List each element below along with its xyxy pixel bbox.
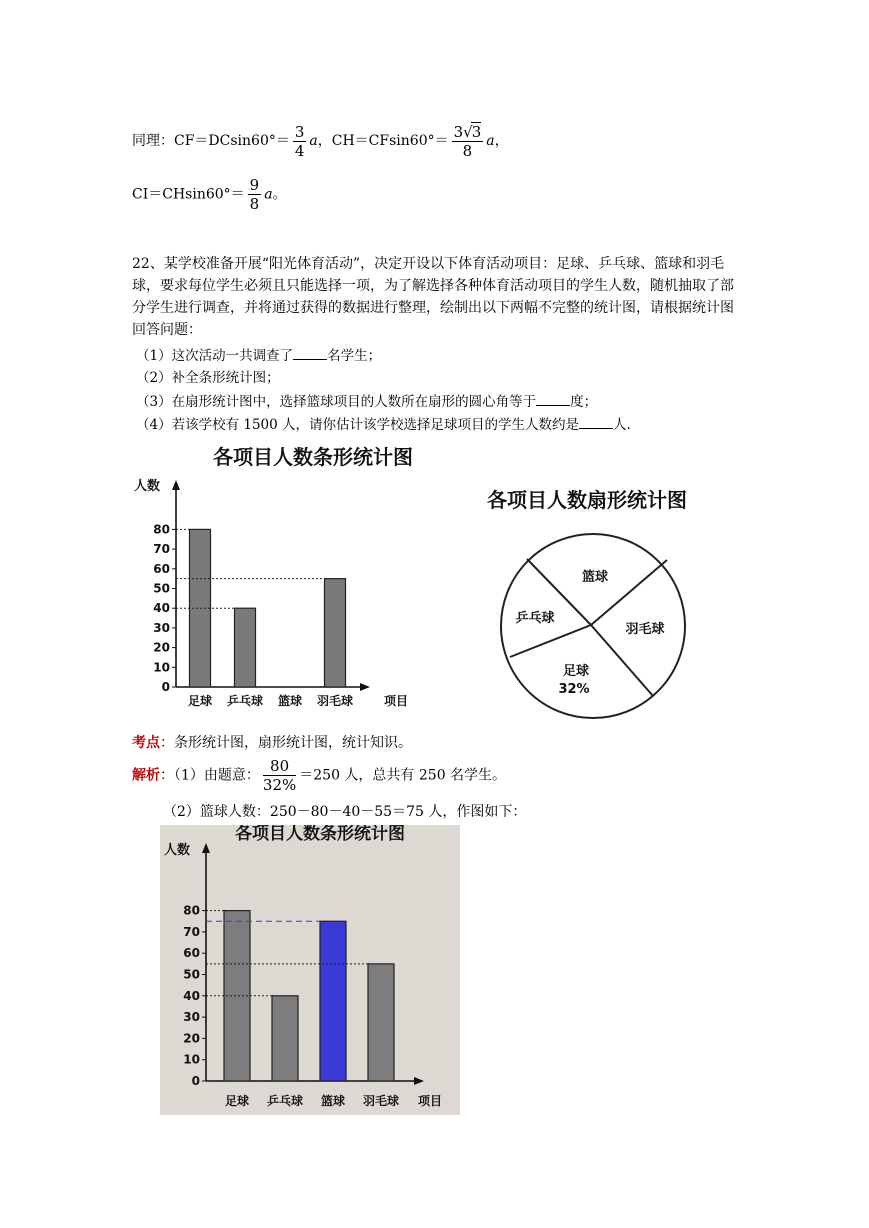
fraction-numerator: 3 <box>294 122 305 141</box>
y-tick-label: 40 <box>153 601 170 616</box>
answer-blank <box>579 414 613 429</box>
y-tick-label: 20 <box>153 640 170 655</box>
x-tick-label: 乒乓球 <box>226 694 264 708</box>
answer-blank <box>536 391 570 406</box>
y-tick-label: 80 <box>153 522 170 537</box>
x-axis-arrow <box>360 683 370 691</box>
slice-label: 羽毛球 <box>625 622 665 637</box>
question-text: （4）若该学校有 1500 人，请你估计该学校选择足球项目的学生人数约是 <box>136 417 580 433</box>
fraction <box>293 123 307 160</box>
question-3 <box>136 391 597 412</box>
question-text: 名学生； <box>327 348 382 364</box>
formula-text: ， <box>494 133 509 149</box>
formula-text: ，CH＝CFsin60°＝ <box>317 133 449 149</box>
x-axis-label: 项目 <box>418 1094 443 1108</box>
formula-text: CI＝CHsin60°＝ <box>132 186 245 203</box>
kaodian-line <box>132 733 412 753</box>
pie-chart <box>455 475 735 725</box>
fraction-denominator: 8 <box>462 142 473 160</box>
y-tick-label: 70 <box>183 924 200 939</box>
question-4 <box>136 414 631 435</box>
formula-text: 同理：CF＝DCsin60°＝ <box>132 133 290 149</box>
jiexi-step-2: （2）篮球人数：250－80－40－55＝75 人，作图如下： <box>163 804 527 820</box>
question-text: 度； <box>570 394 598 410</box>
fraction-denominator: 4 <box>294 141 305 160</box>
problem-statement: 22、某学校准备开展“阳光体育活动”，决定开设以下体育活动项目：足球、乒乓球、篮球和羽毛球，要求每位学生必须且只能选择一项，为了解选择各种体育活动项目的学生人数，随机抽取了部分学生进行调查，并将通过获得的数据进行整理，绘制出以下两幅不完整的统计图，请根据统计图回答问题： <box>132 256 734 338</box>
chart-title: 各项目人数条形统计图 <box>235 825 405 844</box>
question-text: （1）这次活动一共调查了 <box>136 348 294 364</box>
bar-羽毛球 <box>368 964 394 1081</box>
y-tick-label: 0 <box>191 1074 200 1088</box>
question-text: 人. <box>613 417 631 433</box>
y-tick-label: 60 <box>153 561 170 576</box>
y-tick-label: 40 <box>183 988 200 1003</box>
y-tick-label: 30 <box>153 620 170 635</box>
slice-percent-label: 32% <box>558 682 590 697</box>
variable: a <box>264 186 273 203</box>
y-axis-arrow <box>172 480 180 490</box>
x-tick-label: 足球 <box>187 694 213 708</box>
fraction-denominator: 8 <box>249 195 260 213</box>
x-tick-label: 篮球 <box>320 1094 346 1108</box>
x-tick-label: 乒乓球 <box>266 1094 304 1108</box>
y-axis-label: 人数 <box>164 843 191 858</box>
x-tick-label: 篮球 <box>277 694 303 708</box>
formula-line-2 <box>132 176 287 213</box>
jiexi-text: ：（1）由题意： <box>160 767 260 784</box>
bar-乒乓球 <box>235 608 256 687</box>
formula-line-1 <box>132 122 509 160</box>
radicand: 3 <box>471 123 482 141</box>
fraction <box>452 122 484 160</box>
answer-blank <box>293 345 327 360</box>
y-tick-label: 50 <box>153 581 170 596</box>
chart-title: 各项目人数扇形统计图 <box>487 488 687 512</box>
y-tick-label: 30 <box>183 1010 200 1025</box>
jiexi-text: ＝250 人，总共有 250 名学生。 <box>299 767 507 784</box>
bar-篮球 <box>320 921 346 1081</box>
kaodian-label: 考点 <box>132 735 160 751</box>
bar-chart-completed <box>160 825 460 1115</box>
chart-title: 各项目人数条形统计图 <box>213 445 413 469</box>
x-tick-label: 羽毛球 <box>362 1094 400 1108</box>
slice-label: 篮球 <box>581 570 609 585</box>
fraction-numerator: 9 <box>249 176 260 194</box>
bar-羽毛球 <box>325 579 346 687</box>
slice-label: 乒乓球 <box>515 611 555 626</box>
y-tick-label: 60 <box>183 946 200 961</box>
variable: a <box>486 133 495 149</box>
coefficient: 3 <box>453 123 464 141</box>
variable: a <box>309 133 318 149</box>
fraction-denominator: 32% <box>262 776 297 794</box>
fraction <box>248 176 262 213</box>
y-tick-label: 80 <box>183 903 200 918</box>
y-tick-label: 20 <box>183 1031 200 1046</box>
fraction-numerator: 80 <box>263 757 296 776</box>
kaodian-text: ：条形统计图，扇形统计图，统计知识。 <box>160 735 412 751</box>
fraction-numerator <box>452 122 484 142</box>
y-tick-label: 0 <box>161 680 170 694</box>
y-axis-label: 人数 <box>134 479 161 494</box>
question-text: （3）在扇形统计图中，选择篮球项目的人数所在扇形的圆心角等于 <box>136 394 537 410</box>
jiexi-label: 解析 <box>132 767 160 784</box>
jiexi-line <box>132 757 506 794</box>
bar-chart-original <box>128 440 428 730</box>
x-tick-label: 足球 <box>224 1094 250 1108</box>
fraction <box>263 757 296 794</box>
formula-text: 。 <box>272 186 287 203</box>
y-tick-label: 70 <box>153 542 170 557</box>
y-tick-label: 50 <box>183 967 200 982</box>
question-1 <box>136 345 381 366</box>
sqrt-sign: √ <box>463 123 473 141</box>
bar-乒乓球 <box>272 996 298 1081</box>
x-tick-label: 羽毛球 <box>316 694 354 708</box>
question-2: （2）补全条形统计图； <box>136 370 280 386</box>
slice-label: 足球 <box>562 664 590 679</box>
y-tick-label: 10 <box>183 1052 200 1067</box>
x-axis-label: 项目 <box>384 694 409 708</box>
y-tick-label: 10 <box>153 660 170 675</box>
chart-background <box>160 825 460 1115</box>
